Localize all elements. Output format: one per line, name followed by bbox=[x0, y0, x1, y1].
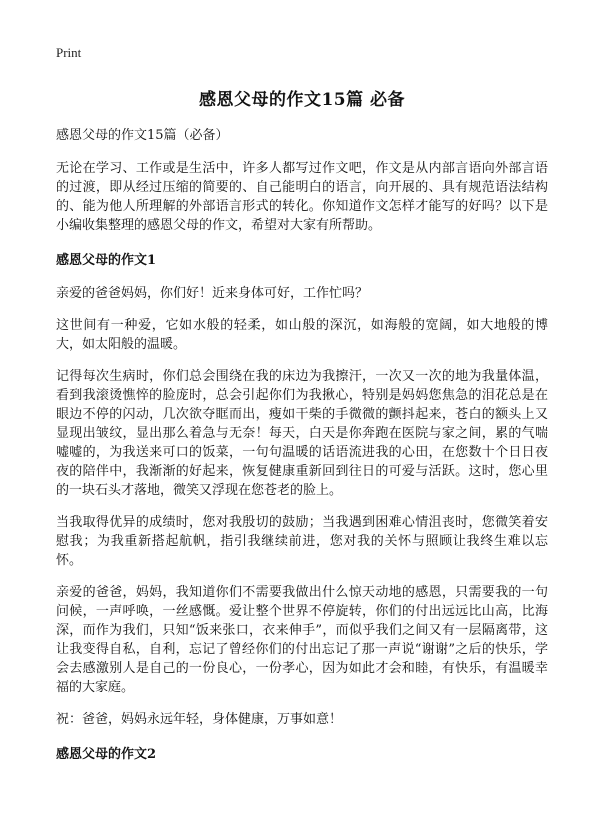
document-title: 感恩父母的作文15篇 必备 bbox=[198, 90, 406, 110]
section-1-paragraph-3: 记得每次生病时，你们总会围绕在我的床边为我擦汗，一次又一次的地为我量体温，看到我滚烫憔悴的脸庞时，总会引起你们为我揪心，特别是妈妈您焦急的泪花总是在眼边不停的闪动，几次欲夺眶而出，瘦如干柴的手微微的颤抖起来，苍白的额头上又显现出皱纹，显出那么着急与无奈！每天，白天是你奔跑在医院与家之间，累的气喘嘘嘘的，为我送来可口的饭菜，一句句温暖的话语流进我的心田，在您数十个日日夜夜的陪伴中，我渐渐的好起来，恢复健康重新回到往日的可爱与活跃。这时，您心里的一块石头才落地，微笑又浮现在您苍老的脸上。 bbox=[56, 369, 548, 498]
section-1-paragraph-5: 亲爱的爸爸，妈妈，我知道你们不需要我做出什么惊天动地的感恩，只需要我的一句问候，一声呼唤，一丝感慨。爱让整个世界不停旋转，你们的付出远远比山高，比海深，而作为我们，只知“饭来张口，衣来伸手”，而似乎我们之间又有一层隔离带，这让我变得自私，自利，忘记了曾经你们的付出忘记了那一声说“谢谢”之后的快乐，学会去感激别人是自己的一份良心，一份孝心，因为如此才会和睦，有快乐，有温暖幸福的大家庭。 bbox=[56, 585, 548, 695]
print-link[interactable]: Print bbox=[56, 45, 82, 60]
section-1-paragraph-1: 亲爱的爸爸妈妈，你们好！近来身体可好，工作忙吗？ bbox=[56, 286, 369, 301]
section-heading-1: 感恩父母的作文1 bbox=[56, 253, 157, 268]
document-subtitle: 感恩父母的作文15篇（必备） bbox=[56, 128, 229, 143]
intro-paragraph: 无论在学习、工作或是生活中，许多人都写过作文吧，作文是从内部言语向外部言语的过渡，即从经过压缩的简要的、自己能明白的语言，向开展的、具有规范语法结构的、能为他人所理解的外部语言形式的转化。你知道作文怎样才能写的好吗？以下是小编收集整理的感恩父母的作文，希望对大家有所帮助。 bbox=[56, 161, 548, 233]
section-1-paragraph-4: 当我取得优异的成绩时，您对我殷切的鼓励；当我遇到困难心情沮丧时，您微笑着安慰我；为我重新搭起航帆，指引我继续前进，您对我的关怀与照顾让我终生难以忘怀。 bbox=[56, 515, 548, 568]
section-1-paragraph-6: 祝：爸爸，妈妈永远年轻，身体健康，万事如意！ bbox=[56, 712, 343, 727]
section-1-paragraph-2: 这世间有一种爱，它如水般的轻柔，如山般的深沉，如海般的宽阔，如大地般的博大，如太阳般的温暖。 bbox=[56, 318, 548, 352]
section-heading-2: 感恩父母的作文2 bbox=[56, 747, 157, 762]
